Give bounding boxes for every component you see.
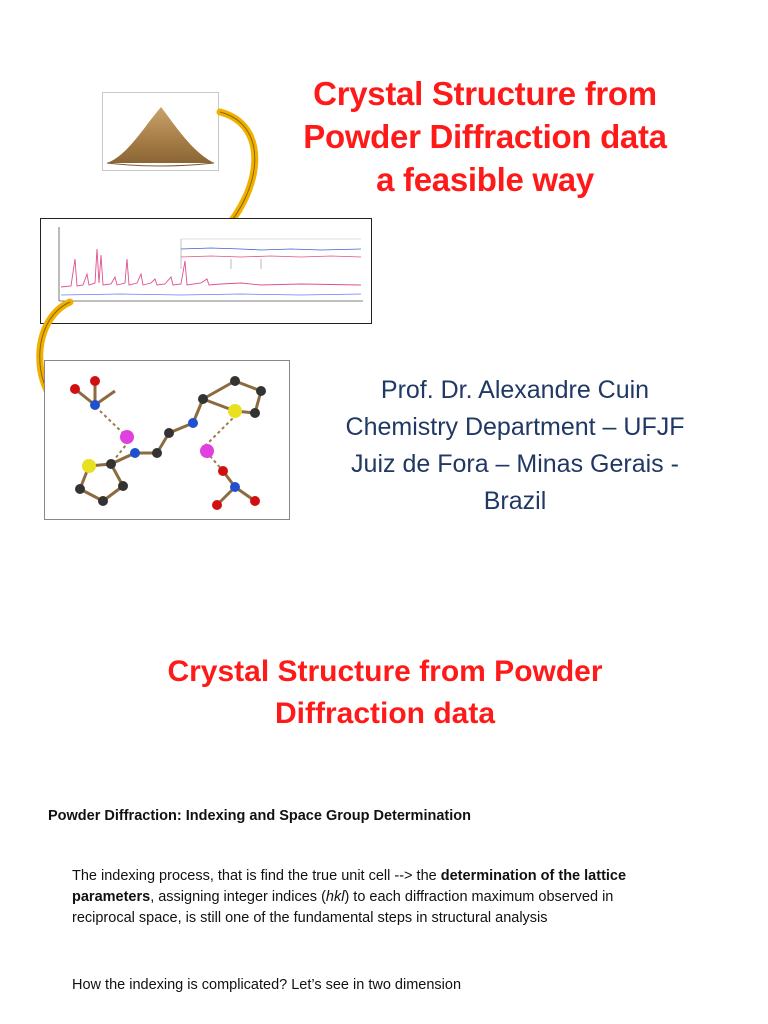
section-title <box>80 651 690 735</box>
subheading: Powder Diffraction: Indexing and Space Group Determination <box>48 808 471 824</box>
title-line-2: Powder Diffraction data <box>303 118 667 155</box>
author-info <box>300 372 730 520</box>
author-city: Juiz de Fora – Minas Gerais - <box>351 450 679 478</box>
section-title-line-1: Crystal Structure from Powder <box>167 655 603 688</box>
question-text: How the indexing is complicated? Let’s see in two dimension <box>72 977 462 993</box>
molecular-structure-image <box>44 360 290 520</box>
paragraph-text-3: ) to each diffraction maximum observed in reciprocal space, is still one of the fundamental steps in structural analysis <box>72 889 614 926</box>
paragraph-text-2: , assigning integer indices ( <box>150 889 326 905</box>
author-country: Brazil <box>483 487 547 515</box>
author-department: Chemistry Department – UFJF <box>345 413 685 441</box>
author-name: Prof. Dr. Alexandre Cuin <box>380 376 650 404</box>
paragraph-italic-text: hkl <box>325 889 345 905</box>
paragraph-text-1: The indexing process, that is find the true unit cell --> the <box>72 868 441 884</box>
title-line-3: a feasible way <box>376 161 594 198</box>
indexing-paragraph <box>72 866 672 929</box>
section-title-line-2: Diffraction data <box>274 697 496 730</box>
presentation-title <box>250 72 720 201</box>
paragraph-bold-text: determination of the lattice parameters <box>72 868 627 905</box>
title-line-1: Crystal Structure from <box>313 75 657 112</box>
